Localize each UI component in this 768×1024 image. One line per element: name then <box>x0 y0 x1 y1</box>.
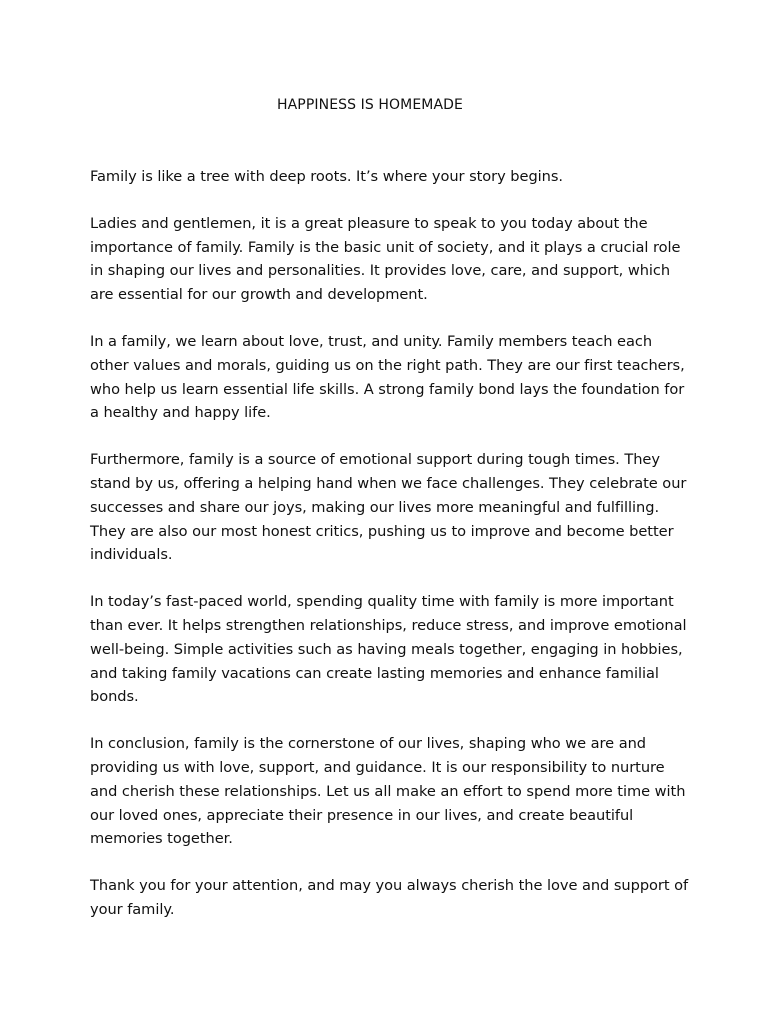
paragraph-quality-time: In today’s fast-paced world, spending quality time with family is more important than ever. It helps strengthen relationships, reduce stress, and improve emotional well-being. Simple activities such as having meals together, engaging in hobbies, and taking family vacations can create lasting memories and enhance familial bonds. <box>90 593 687 706</box>
paragraph-closing: Thank you for your attention, and may you always cherish the love and support of your family. <box>90 877 689 918</box>
paragraph-conclusion: In conclusion, family is the cornerstone of our lives, shaping who we are and providing us with love, support, and guidance. It is our responsibility to nurture and cherish these relationships. Let us all make an effort to spend more time with our loved ones, appreciate their presence in our lives, and create beautiful memories together. <box>90 735 686 848</box>
paragraph-support: Furthermore, family is a source of emotional support during tough times. They stand by us, offering a helping hand when we face challenges. They celebrate our successes and share our joys, making our lives more meaningful and fulfilling. They are also our most honest critics, pushing us to improve and become better individuals. <box>90 451 687 564</box>
paragraph-importance: Ladies and gentlemen, it is a great pleasure to speak to you today about the importance of family. Family is the basic unit of society, and it plays a crucial role in shaping our lives and personalities. It provides love, care, and support, which are essential for our growth and development. <box>90 214 681 304</box>
document-title: HAPPINESS IS HOMEMADE <box>277 97 463 113</box>
paragraph-opening: Family is like a tree with deep roots. It’s where your story begins. <box>90 168 563 185</box>
document-body <box>90 165 690 945</box>
paragraph-values: In a family, we learn about love, trust, and unity. Family members teach each other values and morals, guiding us on the right path. They are our first teachers, who help us learn essential life skills. A strong family bond lays the foundation for a healthy and happy life. <box>90 332 685 422</box>
